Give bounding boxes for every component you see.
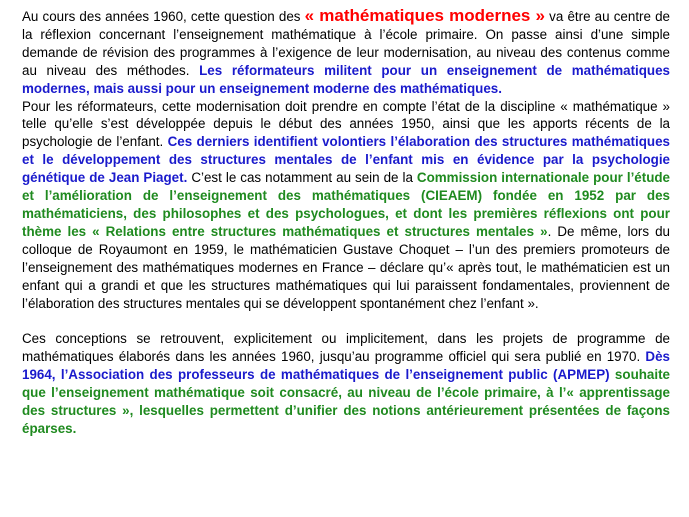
p1-reformers-statement: Les réformateurs militent pour un enseignement de mathématiques modernes, mais aussi pour un enseignement moderne des mathématiques. <box>22 62 670 96</box>
p1-reformers-context: Pour les réformateurs, cette modernisation doit prendre en compte l’état de la discipline « mathématique » telle qu’elle s’est développée depuis le début des années 1950, ainsi que les apports récents de la psychologie de l’enfant. <box>22 98 670 150</box>
p1-intro-text: Au cours des années 1960, cette question des <box>22 9 305 24</box>
p1-choquet-quote: . De même, lors du colloque de Royaumont en 1959, le mathématicien Gustave Choquet – l’un des premiers promoteurs de l’enseignement des mathématiques modernes en France – déclare qu’« après tout, le mathématicien est un enfant qui a grandi et que les structures mathématiques qui lui paraissent fondamentales, proviennent de l’élaboration des structures mentales qui se développent spontanément chez l’enfant ». <box>22 223 670 311</box>
p1-intro-continuation: va être au centre de la réflexion concernant l’enseignement mathématique à l’école primaire. On passe ainsi d’une simple demande de révision des programmes à l’exigence de leur modernisation, au niveau des contenus comme au niveau des méthodes. <box>22 9 671 78</box>
text-block <box>22 7 670 438</box>
p1-commission-intro: C’est le cas notamment au sein de la <box>187 170 417 186</box>
paragraph-1 <box>22 7 670 312</box>
p2-structures-learning: souhaite que l’enseignement mathématique soit consacré, au niveau de l’école primaire, à l’« apprentissage des structures », lesquelles permettent d’unifier des notions antérieurement présentées de façons éparses. <box>22 367 670 436</box>
p1-highlight-modern-math: « mathématiques modernes » <box>304 6 545 25</box>
paragraph-2 <box>22 330 670 437</box>
p2-apmep-statement: Dès 1964, l’Association des professeurs de mathématiques de l’enseignement public (APMEP) <box>22 349 670 383</box>
p1-piaget-statement: Ces derniers identifient volontiers l’élaboration des structures mathématiques et le développement des structures mentales de l’enfant mis en évidence par la psychologie génétique de Jean Piaget. <box>22 134 670 186</box>
p1-commission-cieaem: Commission internationale pour l’étude et l’amélioration de l’enseignement des mathématiques (CIEAEM) fondée en 1952 par des mathématiciens, des philosophes et des psychologues, et dont les premières réflexions ont pour thème les « Relations entre structures mathématiques et structures mentales » <box>22 170 671 239</box>
p2-programs-text: Ces conceptions se retrouvent, explicitement ou implicitement, dans les projets de programme de mathématiques élaborés dans les années 1960, jusqu’au programme officiel qui sera publié en 1970. <box>22 331 670 365</box>
